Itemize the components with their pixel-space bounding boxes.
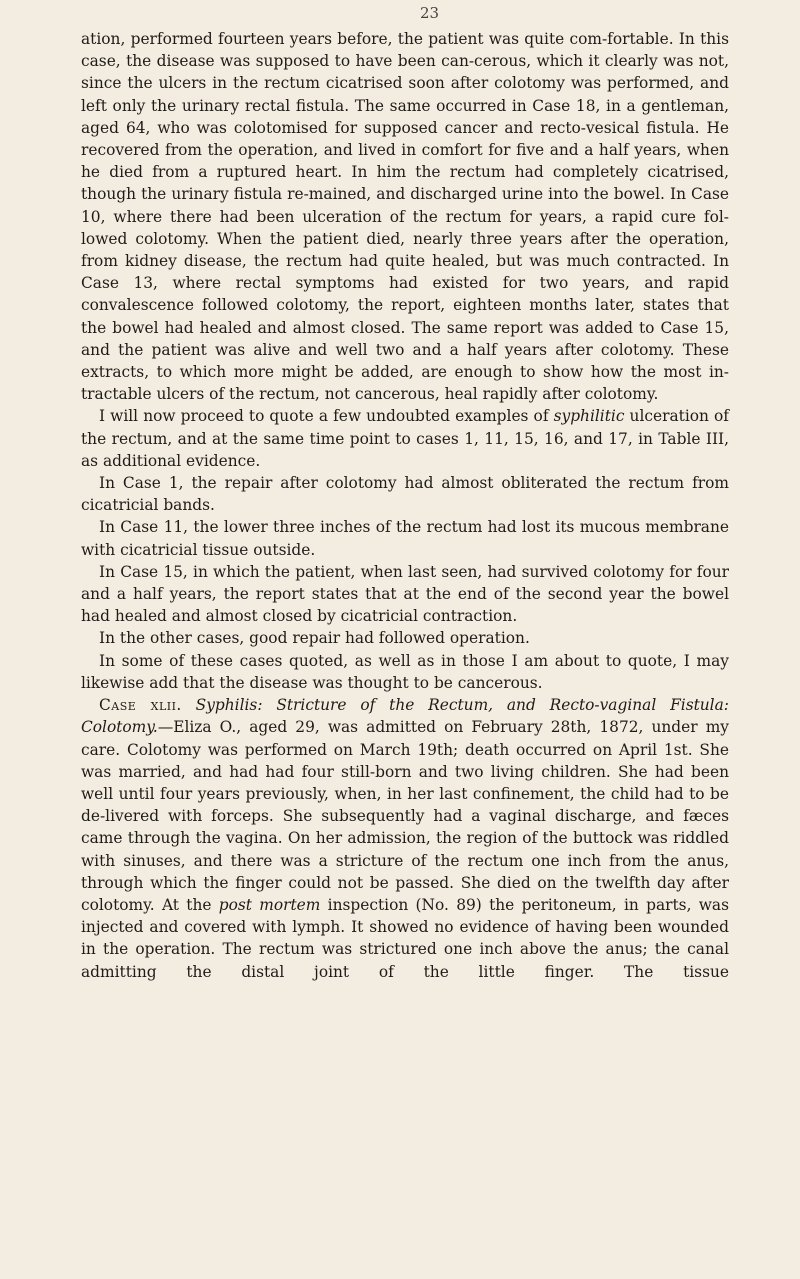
paragraph: In Case 15, in which the patient, when last seen, had survived colotomy for four and a half years, the report states that at the end of the second year the bowel had healed and almost closed by cicatricial contraction. (81, 562, 729, 626)
body-text (81, 28, 729, 983)
case-paragraph: Case xlii. Syphilis: Stricture of the Rectum, and Recto-vaginal Fistula: Colotomy.—Eliza O., aged 29, was admitted on February 28th, 1872, under my care. Colotomy was performed on March 19th; death occurred on April 1st. She was married, and had had four still-born and two living children. She had been well until four years previously, when, in her last confinement, the child had to be de-livered with forceps. She subsequently had a vaginal discharge, and fæces came through the vagina. On her admission, the region of the buttock was riddled with sinuses, and there was a stricture of the rectum one inch from the anus, through which the finger could not be passed. She died on the twelfth day after colotomy. At the post mortem inspection (No. 89) the peritoneum, in parts, was injected and covered with lymph. It showed no evidence of having been wounded in the operation. The rectum was strictured one inch above the anus; the canal admitting the distal joint of the little finger. The tissue (81, 696, 729, 981)
emphasis: syphilitic (553, 407, 625, 426)
case-title: Syphilis: Stricture of the Rectum, and Recto-vaginal Fistula: Colotomy. (81, 696, 729, 737)
paragraph: I will now proceed to quote a few undoubted examples of syphilitic ulceration of the rectum, and at the same time point to cases 1, 11, 15, 16, and 17, in Table III, as additional evidence. (81, 407, 729, 470)
case-label: Case xlii. (99, 696, 182, 715)
paragraph: In Case 1, the repair after colotomy had almost obliterated the rectum from cicatricial bands. (81, 474, 729, 515)
page-number: 23 (420, 4, 440, 22)
paragraph: In Case 11, the lower three inches of the rectum had lost its mucous membrane with cicatricial tissue outside. (81, 518, 729, 559)
paragraph: In some of these cases quoted, as well as in those I am about to quote, I may likewise add that the disease was thought to be cancerous. (81, 651, 729, 692)
paragraph: ation, performed fourteen years before, the patient was quite com-fortable. In this case, the disease was supposed to have been can-cerous, which it clearly was not, since the ulcers in the rectum cicatrised soon after colotomy was performed, and left only the urinary rectal fistula. The same occurred in Case 18, in a gentleman, aged 64, who was colotomised for supposed cancer and recto-vesical fistula. He recovered from the operation, and lived in comfort for five and a half years, when he died from a ruptured heart. In him the rectum had completely cicatrised, though the urinary fistula re-mained, and discharged urine into the bowel. In Case 10, where there had been ulceration of the rectum for years, a rapid cure fol-lowed colotomy. When the patient died, nearly three years after the operation, from kidney disease, the rectum had quite healed, but was much contracted. In Case 13, where rectal symptoms had existed for two years, and rapid convalescence followed colotomy, the report, eighteen months later, states that the bowel had healed and almost closed. The same report was added to Case 15, and the patient was alive and well two and a half years after colotomy. These extracts, to which more might be added, are enough to show how the most in-tractable ulcers of the rectum, not cancerous, heal rapidly after colotomy. (81, 30, 729, 404)
paragraph: In the other cases, good repair had followed operation. (99, 629, 530, 648)
emphasis: post mortem (218, 895, 321, 914)
